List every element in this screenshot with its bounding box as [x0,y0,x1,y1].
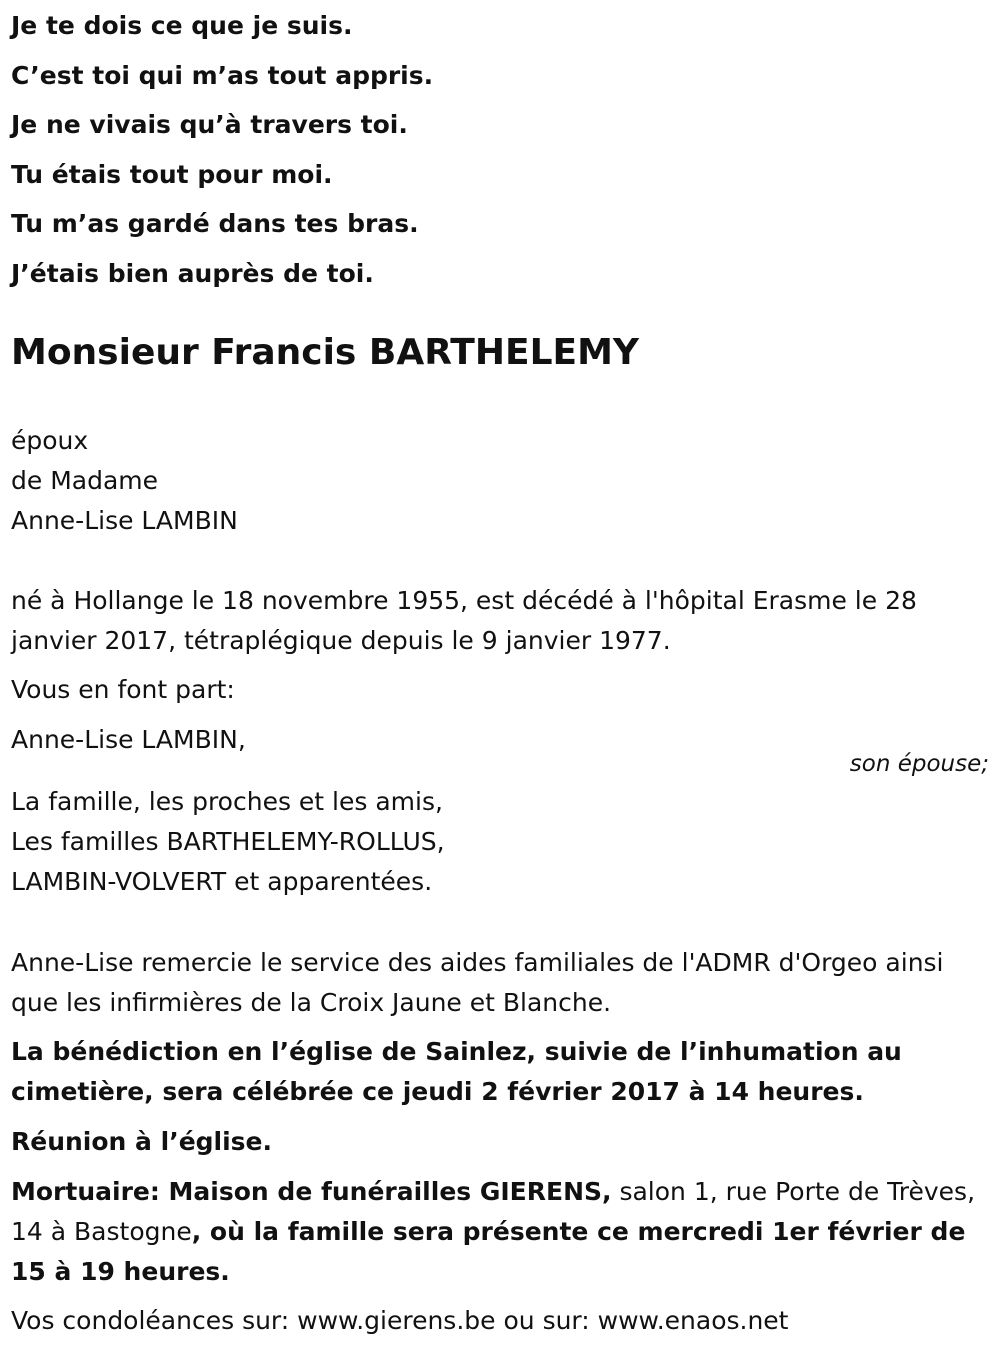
announcement-intro: Vous en font part: [11,675,235,704]
deceased-name: Monsieur Francis BARTHELEMY [11,332,639,373]
poem [11,1,986,298]
meeting-note: Réunion à l’église. [11,1127,273,1156]
condolences-prefix: Vos condoléances sur: [11,1306,298,1335]
condolences [11,1301,986,1341]
condolences-middle: ou sur: [495,1306,598,1335]
poem-line: Je te dois ce que je suis. [11,11,353,40]
ceremony-paragraph: La bénédiction en l’église de Sainlez, suivie de l’inhumation au cimetière, sera célébrée ce jeudi 2 février 2017 à 14 heures. [11,1037,902,1106]
thanks-paragraph: Anne-Lise remercie le service des aides familiales de l'ADMR d'Orgeo ainsi que les infirmières de la Croix Jaune et Blanche. [11,948,944,1017]
poem-line: Je ne vivais qu’à travers toi. [11,110,408,139]
mortuary-label: Mortuaire: Maison de funérailles GIERENS, [11,1177,612,1206]
condolences-link-gierens[interactable]: www.gierens.be [297,1306,496,1335]
biography: né à Hollange le 18 novembre 1955, est décédé à l'hôpital Erasme le 28 janvier 2017, tétraplégique depuis le 9 janvier 1977. [11,586,917,655]
mortuary-address: salon 1, rue Porte de Trèves, 14 à Bastogne [11,1177,976,1246]
poem-line: Tu m’as gardé dans tes bras. [11,209,419,238]
relation-line: époux [11,426,89,455]
spouse-role: son épouse; [849,751,989,777]
poem-line: J’étais bien auprès de toi. [11,258,374,288]
relation-line: Anne-Lise LAMBIN [11,506,238,535]
family-list [11,782,986,902]
family-line: LAMBIN-VOLVERT et apparentées. [11,867,433,896]
relation-line: de Madame [11,466,159,495]
poem-line: C’est toi qui m’as tout appris. [11,60,434,90]
spouse-name: Anne-Lise LAMBIN, [11,725,246,754]
condolences-link-enaos[interactable]: www.enaos.net [597,1306,789,1335]
mortuary-visit: , où la famille sera présente ce mercredi 1er février de 15 à 19 heures. [11,1217,966,1286]
mortuary-paragraph [11,1172,986,1292]
family-line: La famille, les proches et les amis, [11,787,443,816]
relation [11,421,986,541]
family-line: Les familles BARTHELEMY-ROLLUS, [11,827,445,856]
poem-line: Tu étais tout pour moi. [11,159,333,189]
